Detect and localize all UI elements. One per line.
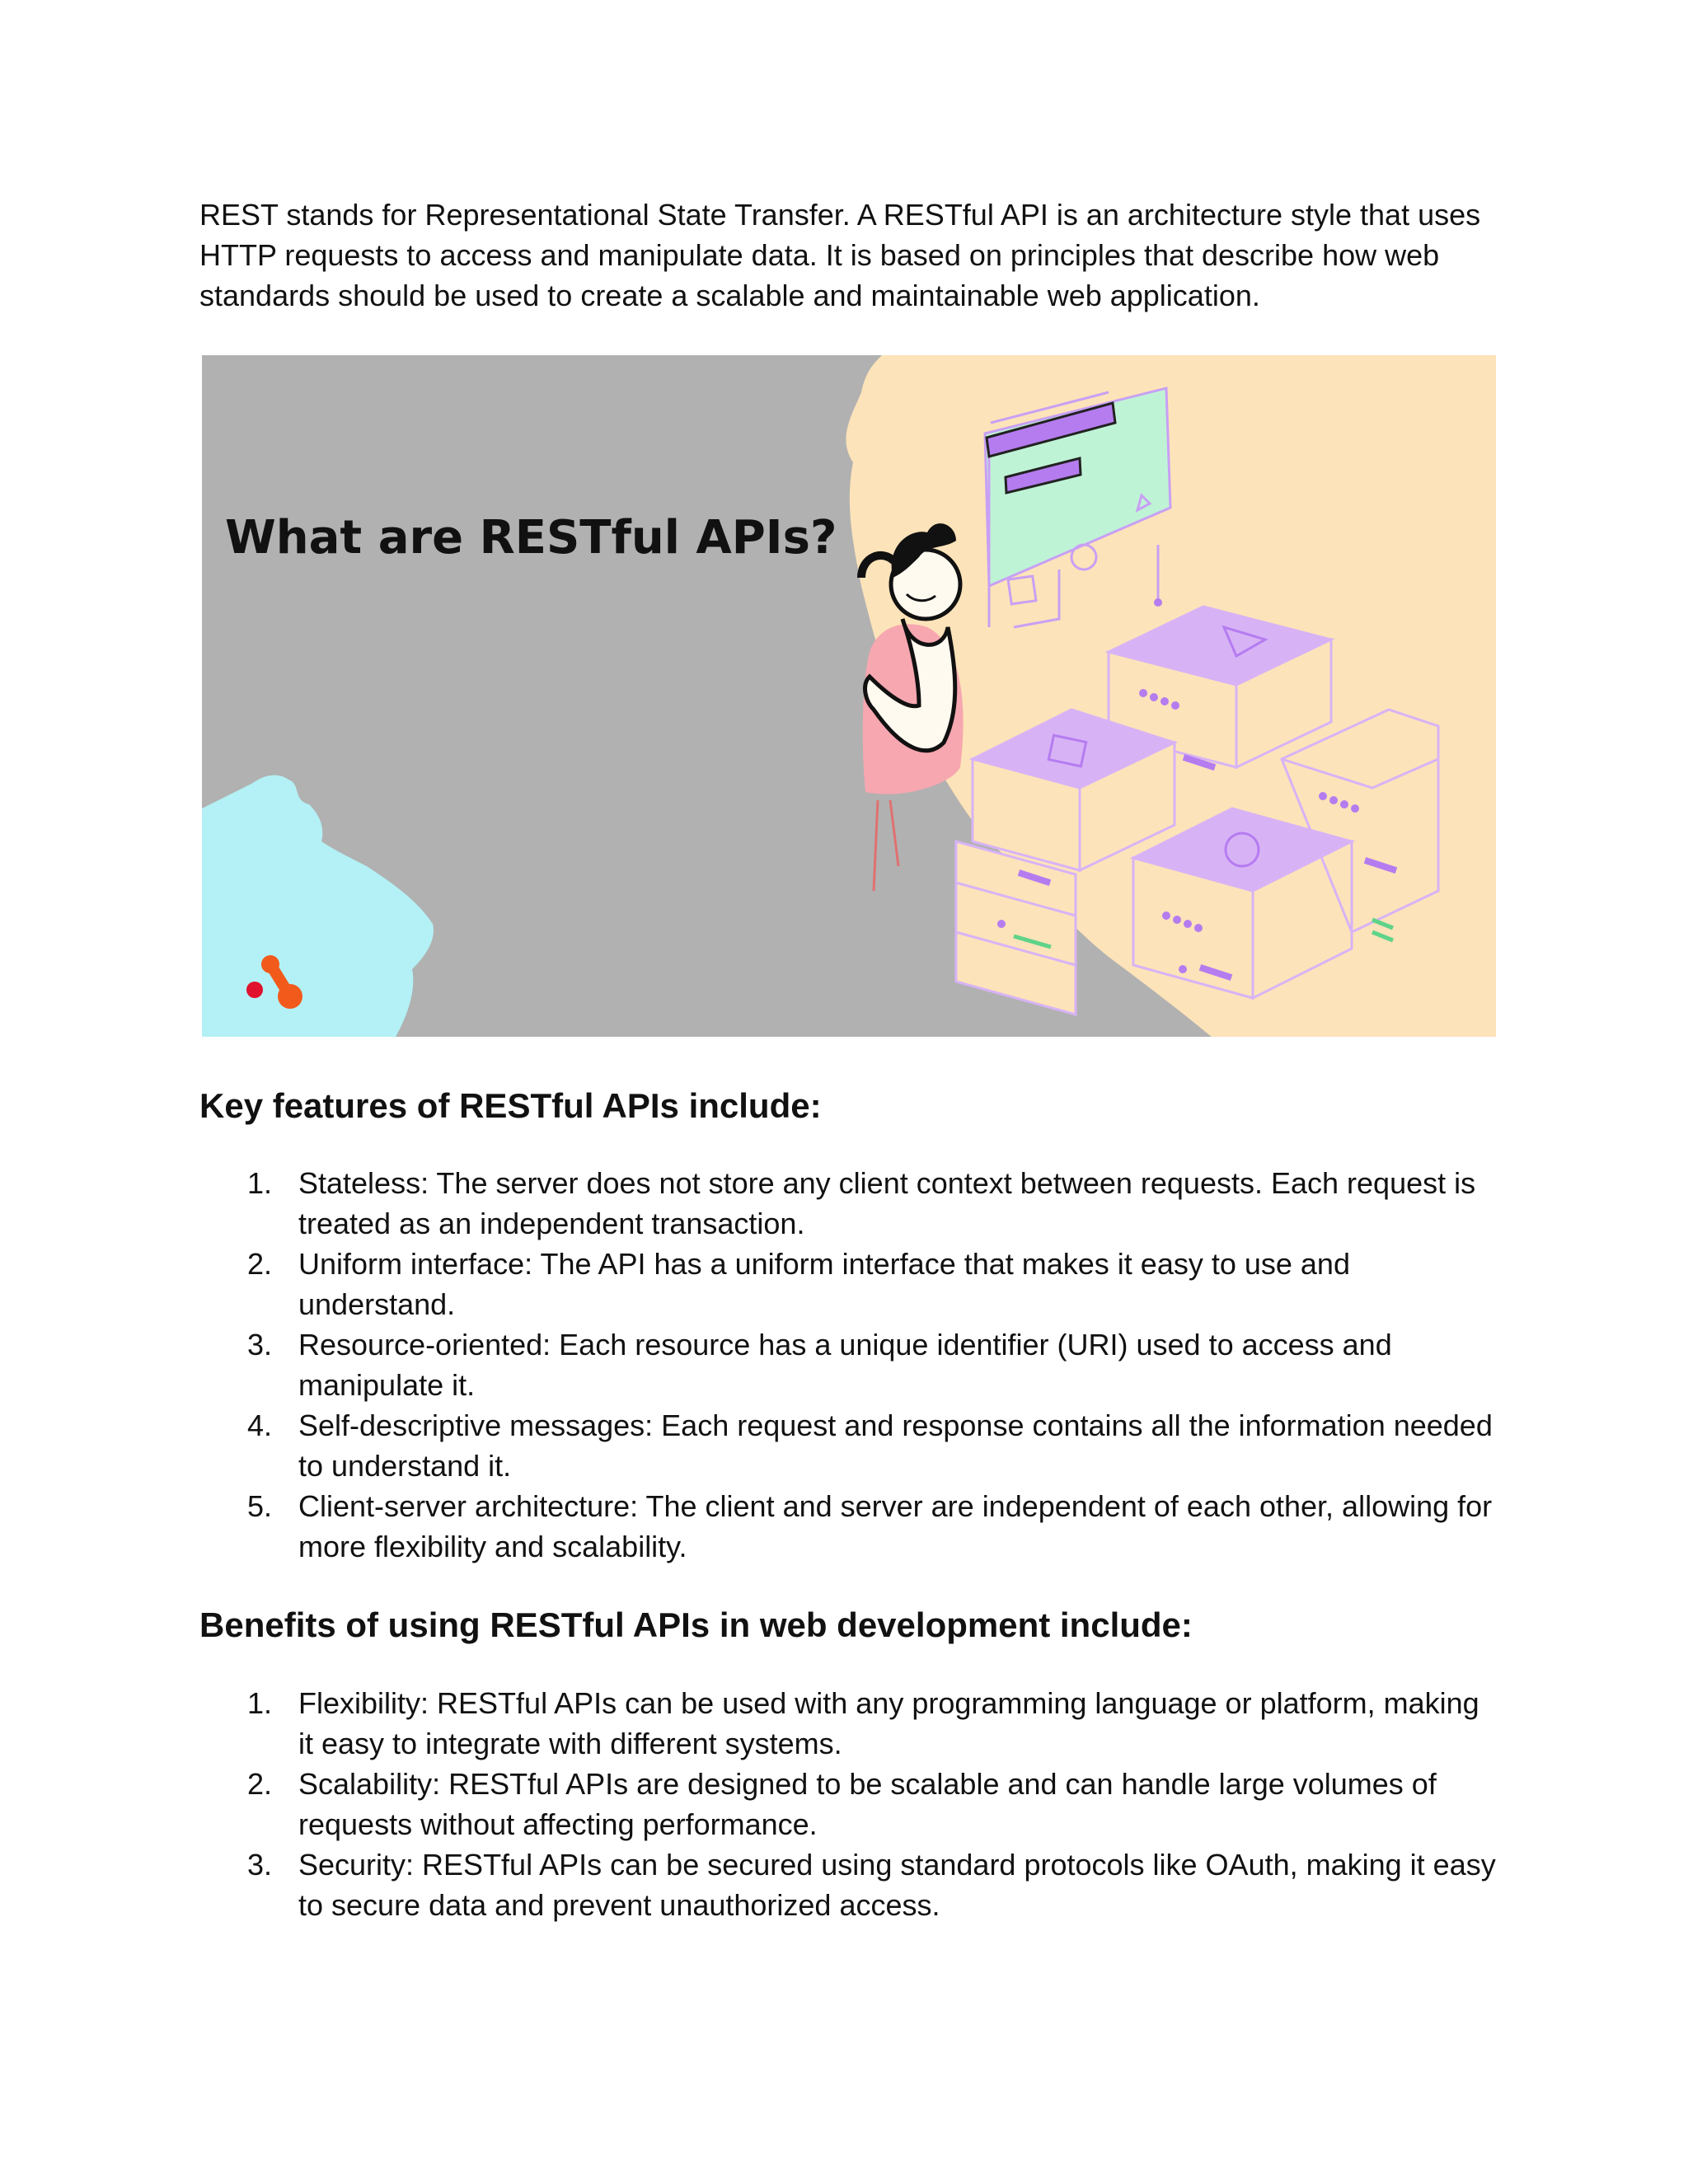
features-list xyxy=(199,1163,1502,1567)
list-item: 2. Uniform interface: The API has a uniform interface that makes it easy to use and understand. xyxy=(247,1247,1350,1321)
list-item: 4. Self-descriptive messages: Each request and response contains all the information needed to understand it. xyxy=(247,1408,1493,1483)
list-item: 3. Security: RESTful APIs can be secured using standard protocols like OAuth, making it easy to secure data and prevent unauthorized access. xyxy=(247,1848,1496,1922)
list-item: 3. Resource-oriented: Each resource has a unique identifier (URI) used to access and manipulate it. xyxy=(247,1328,1392,1402)
benefits-list xyxy=(199,1683,1502,1925)
list-item: 1. Stateless: The server does not store any client context between requests. Each request is treated as an independent transaction. xyxy=(247,1166,1476,1240)
list-item: 5. Client-server architecture: The client and server are independent of each other, allowing for more flexibility and scalability. xyxy=(247,1489,1493,1563)
features-heading: Key features of RESTful APIs include: xyxy=(199,1086,822,1125)
list-item: 1. Flexibility: RESTful APIs can be used with any programming language or platform, making it easy to integrate with different systems. xyxy=(247,1686,1479,1760)
hero-title: What are RESTful APIs? xyxy=(225,511,837,565)
benefits-heading: Benefits of using RESTful APIs in web development include: xyxy=(199,1605,1193,1644)
hero-image xyxy=(202,355,1496,1037)
list-item: 2. Scalability: RESTful APIs are designed to be scalable and can handle large volumes of requests without affecting performance. xyxy=(247,1767,1437,1841)
intro-paragraph: REST stands for Representational State Transfer. A RESTful API is an architecture style that uses HTTP requests to access and manipulate data. It is based on principles that describe how web standards should be used to create a scalable and maintainable web application. xyxy=(199,198,1481,312)
